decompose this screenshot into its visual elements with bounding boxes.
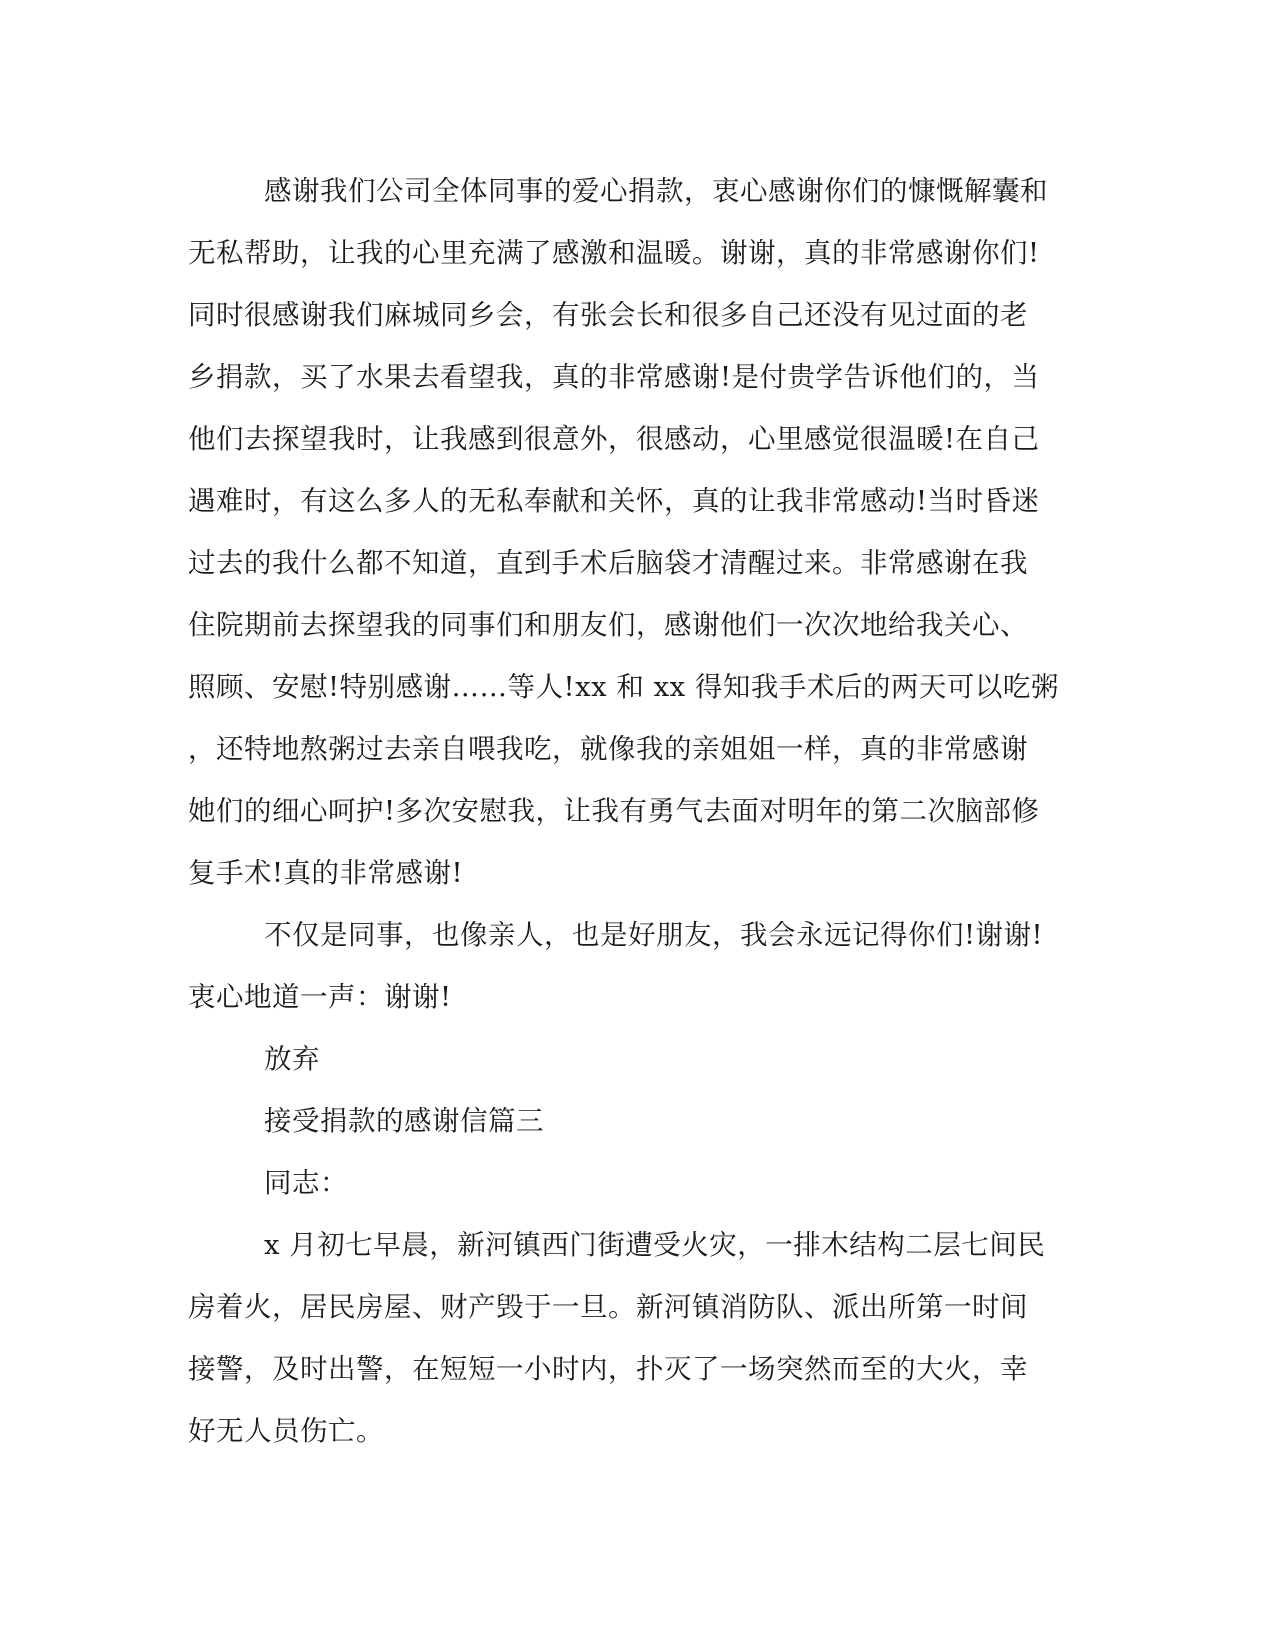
text-line: 照顾、安慰!特别感谢……等人!xx 和 xx 得知我手术后的两天可以吃粥 <box>188 671 1059 703</box>
text-line: x 月初七早晨，新河镇西门街遭受火灾，一排木结构二层七间民 <box>264 1229 1046 1261</box>
section-title: 接受捐款的感谢信篇三 <box>264 1105 544 1137</box>
text-line: ，还特地熬粥过去亲自喂我吃，就像我的亲姐姐一样，真的非常感谢 <box>188 733 1028 765</box>
text-line: 接警，及时出警，在短短一小时内，扑灭了一场突然而至的大火，幸 <box>188 1353 1028 1385</box>
text-line: 他们去探望我时，让我感到很意外，很感动，心里感觉很温暖!在自己 <box>188 423 1040 455</box>
paragraph-thanks-colleagues <box>188 160 1058 904</box>
text-line: 过去的我什么都不知道，直到手术后脑袋才清醒过来。非常感谢在我 <box>188 547 1028 579</box>
text-line: 同时很感谢我们麻城同乡会，有张会长和很多自己还没有见过面的老 <box>188 299 1028 331</box>
text-line: 感谢我们公司全体同事的爱心捐款，衷心感谢你们的慷慨解囊和 <box>264 175 1048 207</box>
text-line: 无私帮助，让我的心里充满了感激和温暖。谢谢，真的非常感谢你们! <box>188 237 1040 269</box>
text-line: 复手术!真的非常感谢! <box>188 857 464 889</box>
text-line: 好无人员伤亡。 <box>188 1415 384 1447</box>
text-line: 遇难时，有这么多人的无私奉献和关怀，真的让我非常感动!当时昏迷 <box>188 485 1040 517</box>
text-line: 乡捐款，买了水果去看望我，真的非常感谢!是付贵学告诉他们的，当 <box>188 361 1040 393</box>
text-line: 衷心地道一声：谢谢! <box>188 981 452 1013</box>
text-giveup: 放弃 <box>264 1043 320 1075</box>
text-line: 不仅是同事，也像亲人，也是好朋友，我会永远记得你们!谢谢! <box>264 919 1044 951</box>
document-body <box>188 160 1058 1462</box>
text-line: 房着火，居民房屋、财产毁于一旦。新河镇消防队、派出所第一时间 <box>188 1291 1028 1323</box>
paragraph-fire-incident <box>188 1214 1058 1462</box>
salutation: 同志： <box>264 1167 348 1199</box>
text-line: 她们的细心呵护!多次安慰我，让我有勇气去面对明年的第二次脑部修 <box>188 795 1040 827</box>
paragraph-closing-thanks <box>188 904 1058 1028</box>
text-line: 住院期前去探望我的同事们和朋友们，感谢他们一次次地给我关心、 <box>188 609 1028 641</box>
